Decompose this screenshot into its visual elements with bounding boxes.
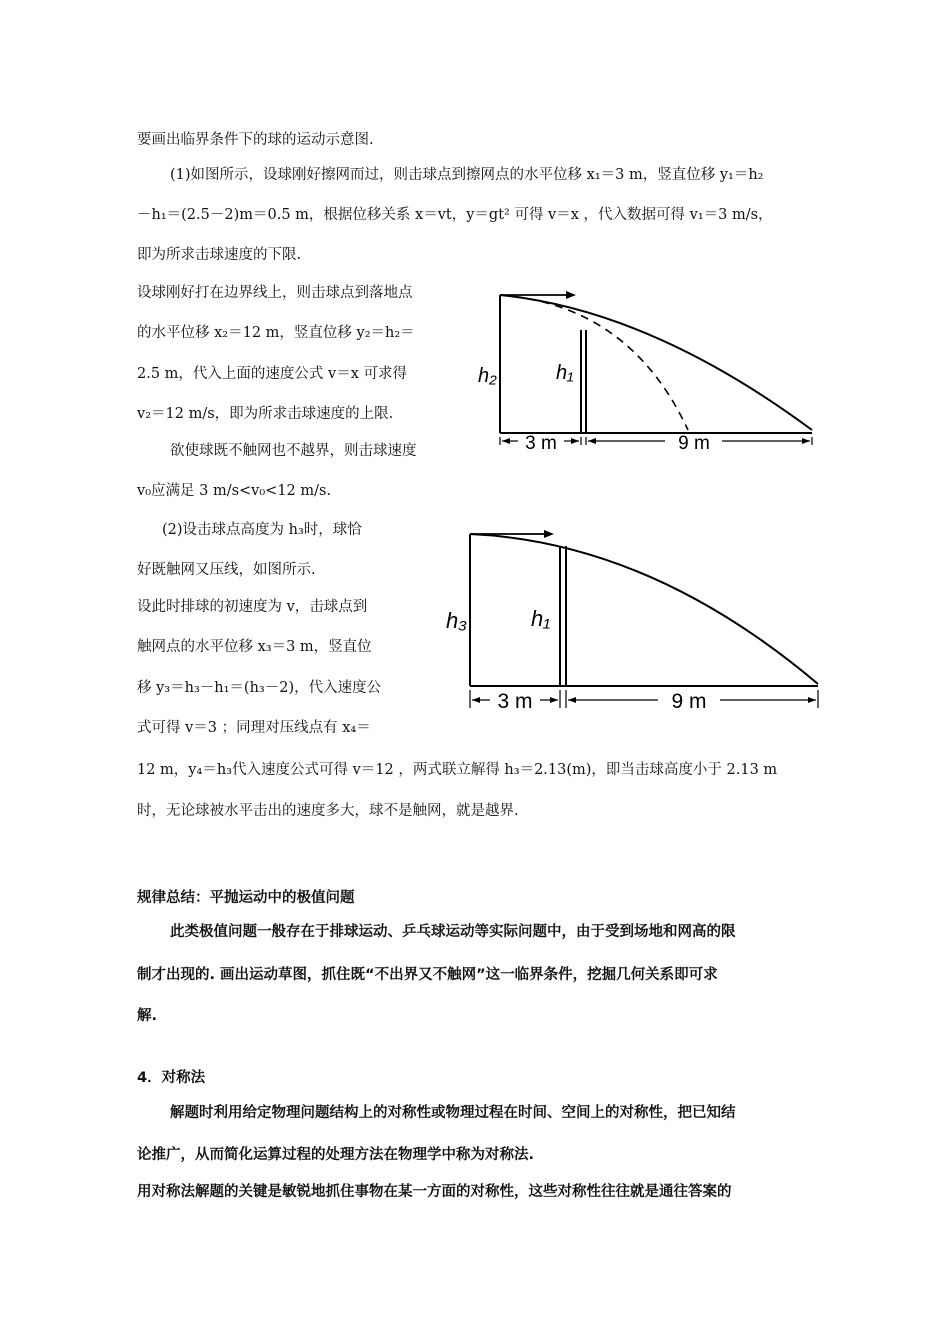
text-line: 设球刚好打在边界线上，则击球点到落地点: [137, 285, 413, 301]
text-line: v₀应满足 3 m/s<v₀<12 m/s.: [137, 483, 332, 499]
text-line: 即为所求击球速度的下限.: [137, 247, 302, 263]
text-line: 式可得 v＝3 ；同理对压线点有 x₄＝: [137, 720, 371, 736]
label-h1: h₁: [531, 606, 551, 631]
text-line: 设此时排球的初速度为 v，击球点到: [137, 599, 368, 615]
text-line: 移 y₃＝h₃－h₁＝(h₃－2)，代入速度公: [137, 680, 382, 696]
velocity-arrowhead: [566, 291, 576, 299]
text-line: (1)如图所示，设球刚好擦网而过，则击球点到擦网点的水平位移 x₁＝3 m，竖直位移 y₁＝h₂: [170, 167, 764, 183]
label-3m: 3 m: [497, 690, 533, 713]
text-line: －h₁＝(2.5－2)m＝0.5 m，根据位移关系 x＝vt，y＝gt² 可得 v＝x ，代入数据可得 v₁＝3 m/s，: [137, 207, 773, 223]
summary-title: 规律总结：平抛运动中的极值问题: [137, 890, 355, 906]
text-line: v₂＝12 m/s，即为所求击球速度的上限.: [137, 406, 394, 422]
trajectory-solid: [500, 295, 812, 430]
text-line: 解.: [137, 1008, 158, 1024]
section-title: 4．对称法: [137, 1070, 206, 1086]
text-line: 欲使球既不触网也不越界，则击球速度: [170, 443, 417, 459]
label-h3: h₃: [446, 608, 467, 633]
text-line: 要画出临界条件下的球的运动示意图.: [137, 132, 374, 148]
text-line: 解题时利用给定物理问题结构上的对称性或物理过程在时间、空间上的对称性，把已知结: [170, 1105, 736, 1121]
text-line: 时，无论球被水平击出的速度多大，球不是触网，就是越界.: [137, 803, 519, 819]
figure-1-trajectory: [470, 285, 825, 455]
text-line: 2.5 m，代入上面的速度公式 v＝x 可求得: [137, 366, 408, 382]
velocity-arrowhead: [544, 530, 554, 538]
text-line: 制才出现的. 画出运动草图，抓住既“不出界又不触网”这一临界条件，挖掘几何关系即可求: [137, 967, 718, 983]
text-line: 好既触网又压线，如图所示.: [137, 562, 316, 578]
text-line: 论推广，从而简化运算过程的处理方法在物理学中称为对称法.: [137, 1147, 535, 1163]
text-line: 此类极值问题一般存在于排球运动、乒乓球运动等实际问题中，由于受到场地和网高的限: [170, 924, 736, 940]
text-line: 用对称法解题的关键是敏锐地抓住事物在某一方面的对称性，这些对称性往往就是通往答案的: [137, 1184, 732, 1200]
figure-2-trajectory: [440, 520, 825, 715]
trajectory: [470, 534, 818, 684]
label-h1: h₁: [556, 362, 574, 384]
text-line: 的水平位移 x₂＝12 m，竖直位移 y₂＝h₂＝: [137, 325, 415, 341]
text-line: 触网点的水平位移 x₃＝3 m，竖直位: [137, 639, 372, 655]
label-9m: 9 m: [671, 690, 707, 713]
label-h2: h₂: [478, 365, 497, 387]
label-3m: 3 m: [525, 433, 557, 454]
text-line: 12 m，y₄＝h₃代入速度公式可得 v＝12 ，两式联立解得 h₃＝2.13(m)，即当击球高度小于 2.13 m: [137, 762, 778, 778]
text-line: (2)设击球点高度为 h₃时，球恰: [162, 522, 362, 538]
label-9m: 9 m: [678, 433, 710, 454]
